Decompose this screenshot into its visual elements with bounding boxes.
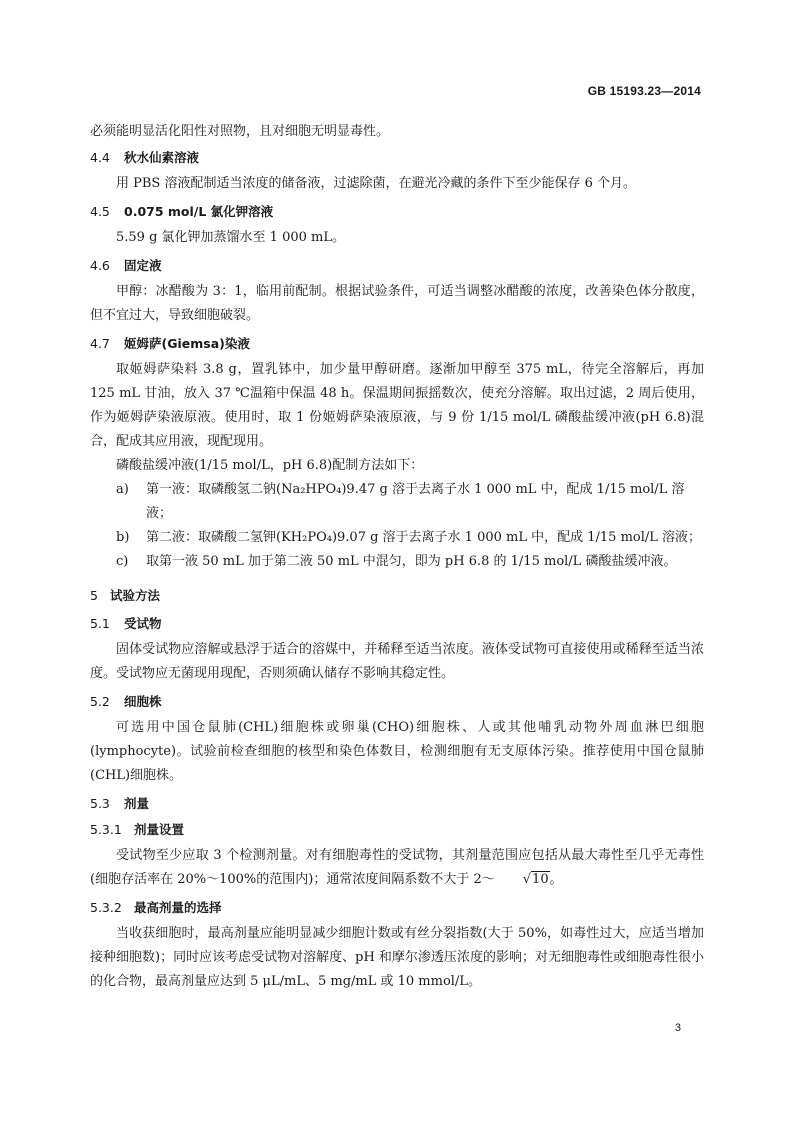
section-5-3-2-heading: 5.3.2 最高剂量的选择 <box>90 900 222 915</box>
section-5-2-paragraph: 可选用中国仓鼠肺(CHL)细胞株或卵巢(CHO)细胞株、人或其他哺乳动物外周血淋巴细胞(lymphocyte)。试验前检查细胞的核型和染色体数目，检测细胞有无支原体污染。推荐使用中国仓鼠肺(CHL)细胞株。 <box>90 720 704 783</box>
page-number: 3 <box>674 1022 681 1034</box>
section-5-1-heading: 5.1 受试物 <box>90 616 162 631</box>
buffer-intro-paragraph: 磷酸盐缓冲液(1/15 mol/L，pH 6.8)配制方法如下： <box>116 458 424 473</box>
section-5-2-heading: 5.2 细胞株 <box>90 694 162 709</box>
section-4-4-paragraph: 用 PBS 溶液配制适当浓度的储备液，过滤除菌，在避光冷藏的条件下至少能保存 6 个月。 <box>116 176 637 191</box>
list-item: a) 第一液：取磷酸氢二钠(Na₂HPO₄)9.47 g 溶于去离子水 1 000 mL 中，配成 1/15 mol/L 溶液； <box>116 482 685 521</box>
intro-paragraph: 必须能明显活化阳性对照物，且对细胞无明显毒性。 <box>90 124 390 139</box>
section-5-3-heading: 5.3 剂量 <box>90 796 150 811</box>
square-root-expression: √10 <box>522 872 549 887</box>
section-5-3-1-paragraph: 受试物至少应取 3 个检测剂量。对有细胞毒性的受试物，其剂量范围应包括从最大毒性至几乎无毒性(细胞存活率在 20%～100%的范围内)；通常浓度间隔系数不大于 2～ √10。 <box>90 844 704 892</box>
section-5-3-2-paragraph: 当收获细胞时，最高剂量应能明显减少细胞计数或有丝分裂指数(大于 50%，如毒性过大，应适当增加接种细胞数)；同时应该考虑受试物对溶解度、pH 和摩尔渗透压浓度的影响；对无细胞毒性或细胞毒性很小的化合物，最高剂量应达到 5 μL/mL、5 mg/mL 或 10 mmol/L。 <box>90 926 704 989</box>
section-4-7-heading: 4.7 姬姆萨(Giemsa)染液 <box>90 336 250 351</box>
section-4-6-paragraph: 甲醇：冰醋酸为 3：1，临用前配制。根据试验条件，可适当调整冰醋酸的浓度，改善染色体分散度，但不宜过大，导致细胞破裂。 <box>90 284 704 323</box>
list-item: b) 第二液：取磷酸二氢钾(KH₂PO₄)9.07 g 溶于去离子水 1 000 mL 中，配成 1/15 mol/L 溶液； <box>116 530 702 545</box>
section-4-6-heading: 4.6 固定液 <box>90 258 162 273</box>
section-5-heading: 5 试验方法 <box>90 588 161 603</box>
section-4-5-paragraph: 5.59 g 氯化钾加蒸馏水至 1 000 mL。 <box>116 230 345 245</box>
standard-code: GB 15193.23—2014 <box>587 84 701 98</box>
list-item: c) 取第一液 50 mL 加于第二液 50 mL 中混匀，即为 pH 6.8 的 1/15 mol/L 磷酸盐缓冲液。 <box>116 554 677 569</box>
section-4-7-paragraph: 取姬姆萨染料 3.8 g，置乳钵中，加少量甲醇研磨。逐渐加甲醇至 375 mL，待完全溶解后，再加 125 mL 甘油，放入 37 ℃温箱中保温 48 h。保温期间振摇数次，使充分溶解。取出过滤，2 周后使用，作为姬姆萨染液原液。使用时，取 1 份姬姆萨染液原液，与 9 份 1/15 mol/L 磷酸盐缓冲液(pH 6.8)混合，配成其应用液，现配现用。 <box>90 362 704 449</box>
section-4-4-heading: 4.4 秋水仙素溶液 <box>90 150 200 165</box>
section-5-3-1-heading: 5.3.1 剂量设置 <box>90 822 185 837</box>
section-5-1-paragraph: 固体受试物应溶解或悬浮于适合的溶媒中，并稀释至适当浓度。液体受试物可直接使用或稀释至适当浓度。受试物应无菌现用现配，否则须确认储存不影响其稳定性。 <box>90 642 704 681</box>
section-4-5-heading: 4.5 0.075 mol/L 氯化钾溶液 <box>90 204 274 219</box>
document-body <box>90 120 704 994</box>
